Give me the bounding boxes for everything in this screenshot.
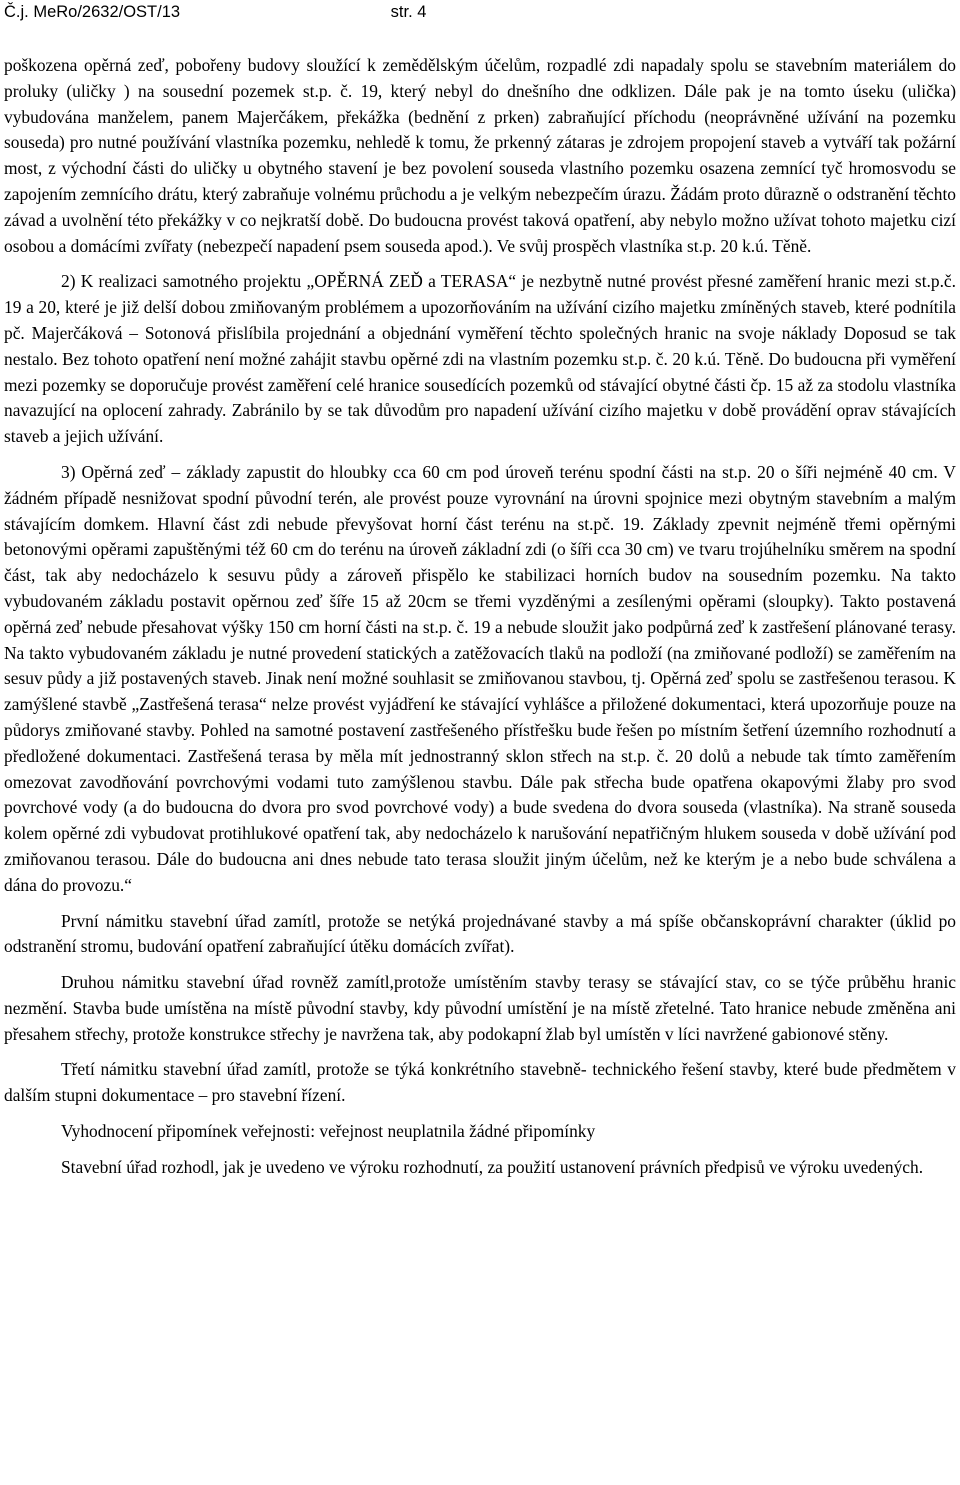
paragraph-first-objection: První námitku stavební úřad zamítl, protože se netýká projednávané stavby a má spíše občanskoprávní charakter (úklid po odstranění stromu, budování opatření zabraňující útěku domácích zvířat). — [4, 910, 956, 957]
paragraph-second-objection: Druhou námitku stavební úřad rovněž zamítl,protože umístěním stavby terasy se stávající stav, co se týče průběhu hranic nezmění. Stavba bude umístěna na místě původní stavby, kdy původní umístění je na místě zřetelné. Tato hranice nebude změněna ani přesahem střechy, protože konstrukce střechy je navržena tak, aby podokapní žlab byl umístěn v líci navržené gabionové stěny. — [4, 972, 956, 1044]
page-header — [4, 0, 956, 25]
paragraph-point-2: 2) K realizaci samotného projektu „OPĚRNÁ ZEĎ a TERASA“ je nezbytně nutné provést přesné zaměření hranic mezi st.p.č. 19 a 20, které je již delší dobou zmiňovaným problémem a upozorňováním na užívání cizího majetku zmíněných staveb, které podnítila pč. Majerčáková – Sotonová přislíbila projednání a objednání vyměření těchto společných hranic na svoje náklady Doposud se tak nestalo. Bez tohoto opatření není možné zahájit stavbu opěrné zdi na vlastním pozemku st.p. č. 20 k.ú. Těně. Do budoucna při vyměření mezi pozemky se doporučuje provést zaměření celé hranice sousedících pozemků od stávající obytné části čp. 15 až za stodolu vlastníka navazující na oplocení zahrady. Zabránilo by se tak důvodům pro napadení užívání cizího majetku v době provádění oprav stávajících staveb a jejich užívání. — [4, 271, 956, 447]
paragraph-decision: Stavební úřad rozhodl, jak je uvedeno ve výroku rozhodnutí, za použití ustanovení právních předpisů ve výroku uvedených. — [61, 1156, 924, 1177]
paragraph-continued: poškozena opěrná zeď, pobořeny budovy sloužící k zemědělským účelům, rozpadlé zdi napadaly spolu se stavebním materiálem do proluky (uličky ) na sousední pozemek st.p. č. 19, který nebyl do dnešního dne odklizen. Dále pak je na tomto úseku (ulička) vybudována manželem, panem Majerčákem, překážka (bednění z prken) zabraňující příchodu (neoprávněné užívání na pozemku souseda) pro nutné používání vlastníka pozemku, nehledě k tomu, že prkenný zátaras je zdrojem propojení staveb a vytváří tak požární most, z východní části do uličky u obytného stavení je bez povolení souseda vlastního pozemku osazena zemnící tyč hromosvodu se zapojením zemnícího drátu, který zabraňuje volnému průchodu a je velkým nebezpečím úrazu. Žádám proto důrazně o odstranění těchto závad a uvolnění této překážky v co nejkratší době. Do budoucna provést taková opatření, aby nebylo možno užívat tohoto majetku cizí osobou a domácími zvířaty (nebezpečí napadení psem souseda apod.). Ve svůj prospěch vlastníka st.p. 20 k.ú. Těně. — [4, 55, 956, 256]
document-page — [4, 0, 956, 1181]
page-number: str. 4 — [390, 3, 427, 21]
paragraph-public-comments: Vyhodnocení připomínek veřejnosti: veřejnost neuplatnila žádné připomínky — [61, 1121, 596, 1142]
reference-number: Č.j. MeRo/2632/OST/13 — [4, 3, 181, 21]
paragraph-third-objection: Třetí námitku stavební úřad zamítl, protože se týká konkrétního stavebně- technického řešení stavby, které bude předmětem v dalším stupni dokumentace – pro stavební řízení. — [4, 1059, 956, 1106]
paragraph-point-3: 3) Opěrná zeď – základy zapustit do hloubky cca 60 cm pod úroveň terénu spodní části na st.p. 20 o šíři nejméně 40 cm. V žádném případě nesnižovat spodní původní terén, ale provést pouze vyrovnání na úrovni spojnice mezi obytným stavebním a malým stávajícím domkem. Hlavní část zdi nebude převyšovat horní část terénu na st.pč. 19. Základy zpevnit nejméně třemi opěrnými betonovými opěrami zapuštěnými též 60 cm do terénu na úroveň základní zdi (o šíři cca 30 cm) ve tvaru trojúhelníku směrem na spodní část, tak aby nedocházelo k sesuvu půdy a zároveň přispělo ke stabilizaci horních budov na sousedním pozemku. Na takto vybudovaném základu postavit opěrnou zeď šíře 15 až 20cm se třemi vyzděnými a zesílenými opěrami (sloupky). Takto postavená opěrná zeď nebude přesahovat výšky 150 cm horní části na st.p. č. 19 a nebude sloužit jako podpůrná zeď k zastřešení plánované terasy. Na takto vybudovaném základu je nutné provedení statických a zatěžovacích tlaků na podloží (na zmiňované podloží) se zaměřením na sesuv půdy a již postavených staveb. Jinak není možné souhlasit se zmiňovanou stavbou, tj. Opěrná zeď spolu se zastřešenou terasou. K zamýšlené stavbě „Zastřešená terasa“ nelze provést vyjádření ke stávající vyhlášce a přiložené dokumentaci, která upozorňuje pouze na půdorys zmiňované stavby. Pohled na samotné postavení zastřešeného přístřešku bude řešen po místním šetření územního rozhodnutí a předložené dokumentaci. Zastřešená terasa by měla mít jednostranný sklon střech na st.p. č. 20 dolů a nebude tak tímto zaměřením omezovat zavodňování povrchovými vodami tuto zamýšlenou stavbu. Dále pak střecha bude opatřena okapovými žlaby pro svod povrchové vody (a do budoucna do dvora pro svod povrchové vody) a bude svedena do dvora souseda (vlastníka). Na straně souseda kolem opěrné zdi vybudovat protihlukové opatření tak, aby nedocházelo k narušování nepatřičným hlukem souseda v době užívání pod zmiňovanou terasou. Dále do budoucna ani dnes nebude tato terasa sloužit jiným účelům, než ke kterým je a nebo bude schválena a dána do provozu.“ — [4, 461, 956, 895]
